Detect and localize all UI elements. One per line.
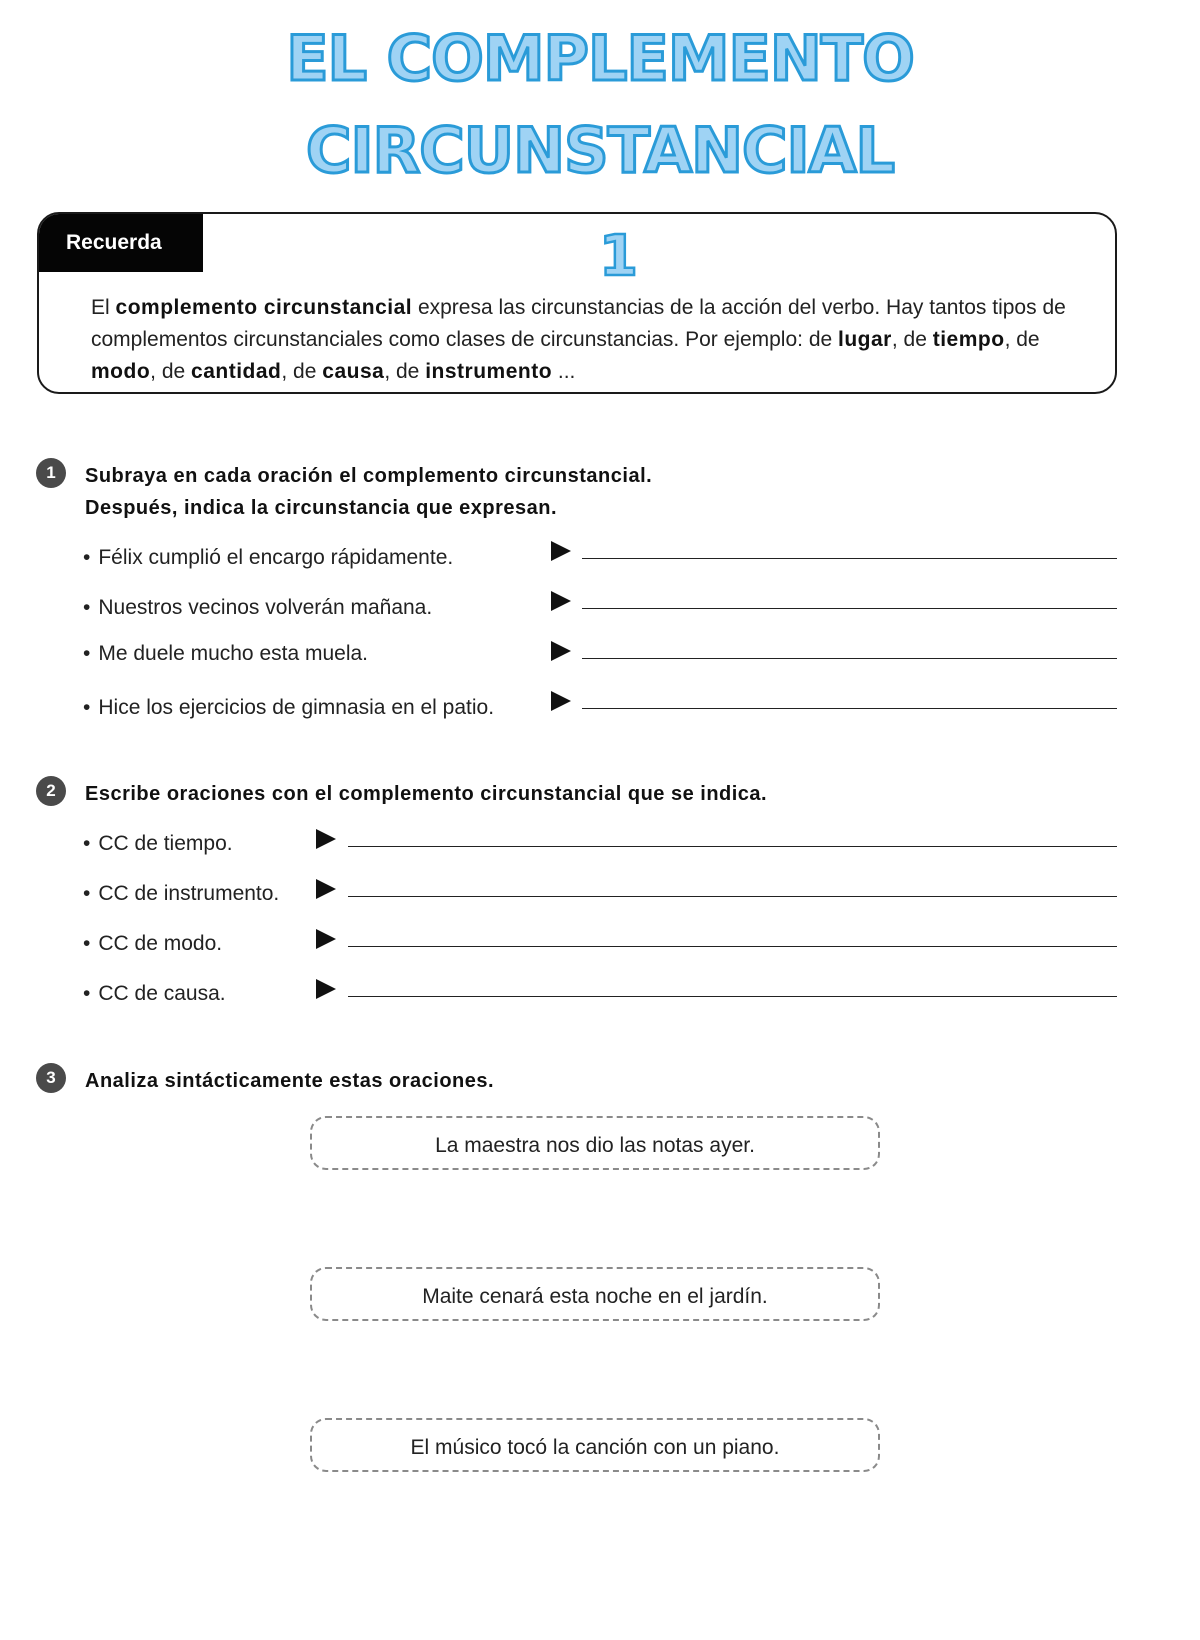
exercise-1-instruction-line-2: Después, indica la circunstancia que expresan. (85, 497, 558, 519)
exercise-1-item (83, 640, 368, 668)
arrow-icon (316, 879, 336, 899)
arrow-icon (316, 929, 336, 949)
bullet: • (83, 932, 91, 955)
section-number-badge: 1 (599, 224, 638, 289)
arrow-icon (551, 691, 571, 711)
exercise-2-number-icon: 2 (36, 776, 66, 806)
arrow-icon (551, 591, 571, 611)
exercise-1-item (83, 544, 453, 572)
recuerda-text-part: expresa las circunstancias de la acción del verbo. Hay tantos tipos de complementos circunstanciales como clases de circunstancias. Por ejemplo: de (91, 296, 1066, 351)
exercise-2-instruction: Escribe oraciones con el complemento circunstancial que se indica. (85, 783, 768, 805)
exercise-1-item (83, 594, 432, 622)
bullet: • (83, 642, 91, 665)
exercise-2-item-text: CC de tiempo. (98, 832, 233, 855)
exercise-1-answer-line[interactable] (582, 558, 1117, 559)
arrow-icon (316, 829, 336, 849)
exercise-1-item-text: Félix cumplió el encargo rápidamente. (98, 546, 454, 569)
bullet: • (83, 696, 91, 719)
recuerda-text-part: , de (281, 360, 323, 383)
exercise-2-answer-line[interactable] (348, 996, 1117, 997)
exercise-2-answer-line[interactable] (348, 896, 1117, 897)
bullet: • (83, 832, 91, 855)
exercise-3-instruction: Analiza sintácticamente estas oraciones. (85, 1070, 495, 1092)
exercise-1-item-text: Me duele mucho esta muela. (98, 642, 369, 665)
sentence-box: El músico tocó la canción con un piano. (310, 1418, 880, 1472)
recuerda-box (37, 212, 1117, 394)
recuerda-term: causa (322, 360, 385, 383)
page-title-line-2: CIRCUNSTANCIAL (305, 114, 895, 187)
recuerda-term: lugar (838, 328, 892, 351)
exercise-2-item (83, 980, 226, 1008)
exercise-1-item-text: Hice los ejercicios de gimnasia en el patio. (98, 696, 495, 719)
recuerda-term: instrumento (425, 360, 553, 383)
exercise-2-item (83, 880, 279, 908)
exercise-2-item-text: CC de instrumento. (98, 882, 280, 905)
exercise-1-instruction-line-1: Subraya en cada oración el complemento circunstancial. (85, 465, 653, 487)
recuerda-text (91, 292, 1091, 388)
recuerda-text-part: El (91, 296, 116, 319)
recuerda-text-part: , de (891, 328, 933, 351)
exercise-2-answer-line[interactable] (348, 846, 1117, 847)
exercise-1-item-text: Nuestros vecinos volverán mañana. (98, 596, 433, 619)
exercise-1-answer-line[interactable] (582, 658, 1117, 659)
exercise-2-item-text: CC de causa. (98, 982, 226, 1005)
recuerda-text-part: , de (1004, 328, 1040, 351)
exercise-2-item (83, 930, 222, 958)
exercise-1-number-icon: 1 (36, 458, 66, 488)
exercise-1-answer-line[interactable] (582, 608, 1117, 609)
exercise-2-answer-line[interactable] (348, 946, 1117, 947)
bullet: • (83, 596, 91, 619)
sentence-box: Maite cenará esta noche en el jardín. (310, 1267, 880, 1321)
exercise-1-item (83, 694, 494, 722)
bullet: • (83, 982, 91, 1005)
bullet: • (83, 882, 91, 905)
arrow-icon (551, 541, 571, 561)
exercise-2-item-text: CC de modo. (98, 932, 223, 955)
page-title-line-1: EL COMPLEMENTO (286, 22, 914, 95)
recuerda-term: tiempo (932, 328, 1005, 351)
recuerda-text-part: , de (384, 360, 426, 383)
bullet: • (83, 546, 91, 569)
recuerda-text-part: ... (552, 360, 576, 383)
recuerda-tab: Recuerda (39, 214, 203, 272)
recuerda-term: cantidad (191, 360, 282, 383)
arrow-icon (551, 641, 571, 661)
recuerda-term: modo (91, 360, 151, 383)
recuerda-text-part: , de (150, 360, 192, 383)
arrow-icon (316, 979, 336, 999)
exercise-1-answer-line[interactable] (582, 708, 1117, 709)
exercise-3-number-icon: 3 (36, 1063, 66, 1093)
recuerda-term: complemento circunstancial (115, 296, 413, 319)
exercise-2-item (83, 830, 233, 858)
sentence-box: La maestra nos dio las notas ayer. (310, 1116, 880, 1170)
